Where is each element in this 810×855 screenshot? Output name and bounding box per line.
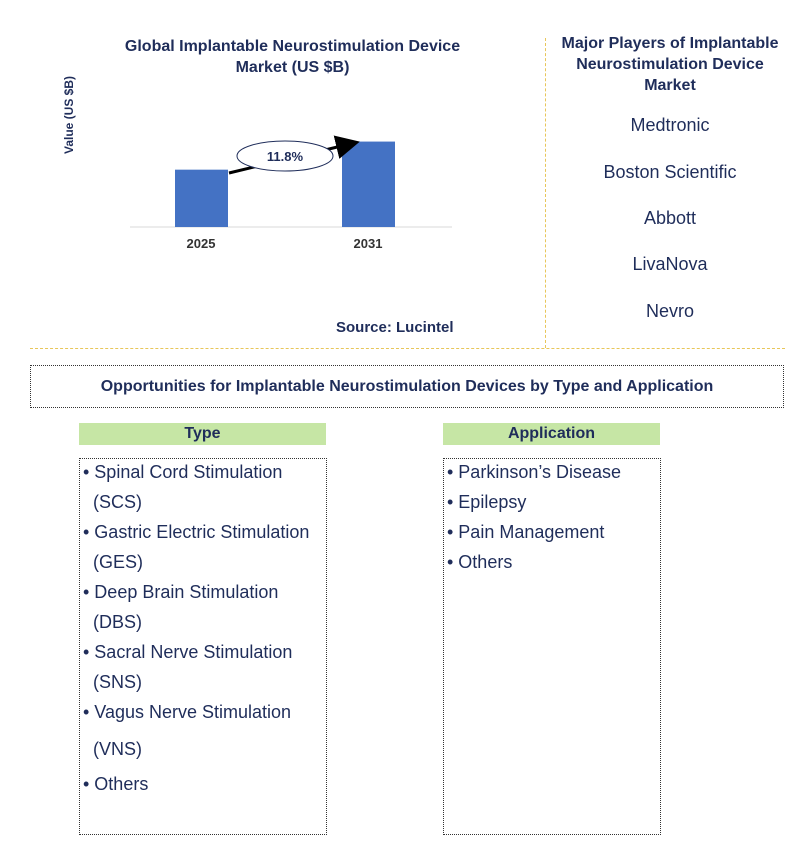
application-item: • Parkinson’s Disease (447, 462, 622, 482)
player-abbott: Abbott (643, 208, 697, 228)
player-livanova: LivaNova (632, 254, 708, 274)
horizontal-divider (30, 348, 785, 349)
cagr-label: 11.8% (266, 149, 304, 164)
bar-2025 (175, 170, 228, 227)
application-item: • Epilepsy (447, 492, 527, 512)
type-header: Type (79, 423, 326, 445)
type-item: • Vagus Nerve Stimulation (83, 702, 292, 722)
type-item: • Sacral Nerve Stimulation (83, 642, 293, 662)
bar-chart (0, 0, 545, 345)
x-tick-2025: 2025 (186, 236, 216, 251)
player-medtronic: Medtronic (630, 115, 710, 135)
type-item: • Gastric Electric Stimulation (83, 522, 310, 542)
application-item: • Others (447, 552, 513, 572)
application-header: Application (443, 423, 660, 445)
chart-title: Global Implantable Neurostimulation Device Market (US $B) (124, 38, 461, 76)
type-item: (VNS) (93, 739, 142, 759)
players-title: Major Players of Implantable Neurostimulation Device Market (561, 35, 779, 94)
type-item: (SNS) (93, 672, 142, 692)
type-item: • Deep Brain Stimulation (83, 582, 279, 602)
player-nevro: Nevro (645, 301, 694, 321)
bar-2031 (342, 142, 395, 227)
application-list (443, 458, 661, 835)
type-list (79, 458, 327, 835)
x-tick-2031: 2031 (353, 236, 383, 251)
application-item: • Pain Management (447, 522, 605, 542)
type-item: • Others (83, 774, 149, 794)
vertical-divider (545, 38, 546, 348)
type-item: (SCS) (93, 492, 142, 512)
type-item: (GES) (93, 552, 144, 572)
type-item: • Spinal Cord Stimulation (83, 462, 283, 482)
y-axis-label: Value (US $B) (62, 75, 76, 155)
type-item: (DBS) (93, 612, 142, 632)
source-label: Source: Lucintel (336, 319, 454, 336)
player-boston-scientific: Boston Scientific (603, 162, 737, 182)
opportunities-title: Opportunities for Implantable Neurostimulation Devices by Type and Application (30, 365, 784, 408)
